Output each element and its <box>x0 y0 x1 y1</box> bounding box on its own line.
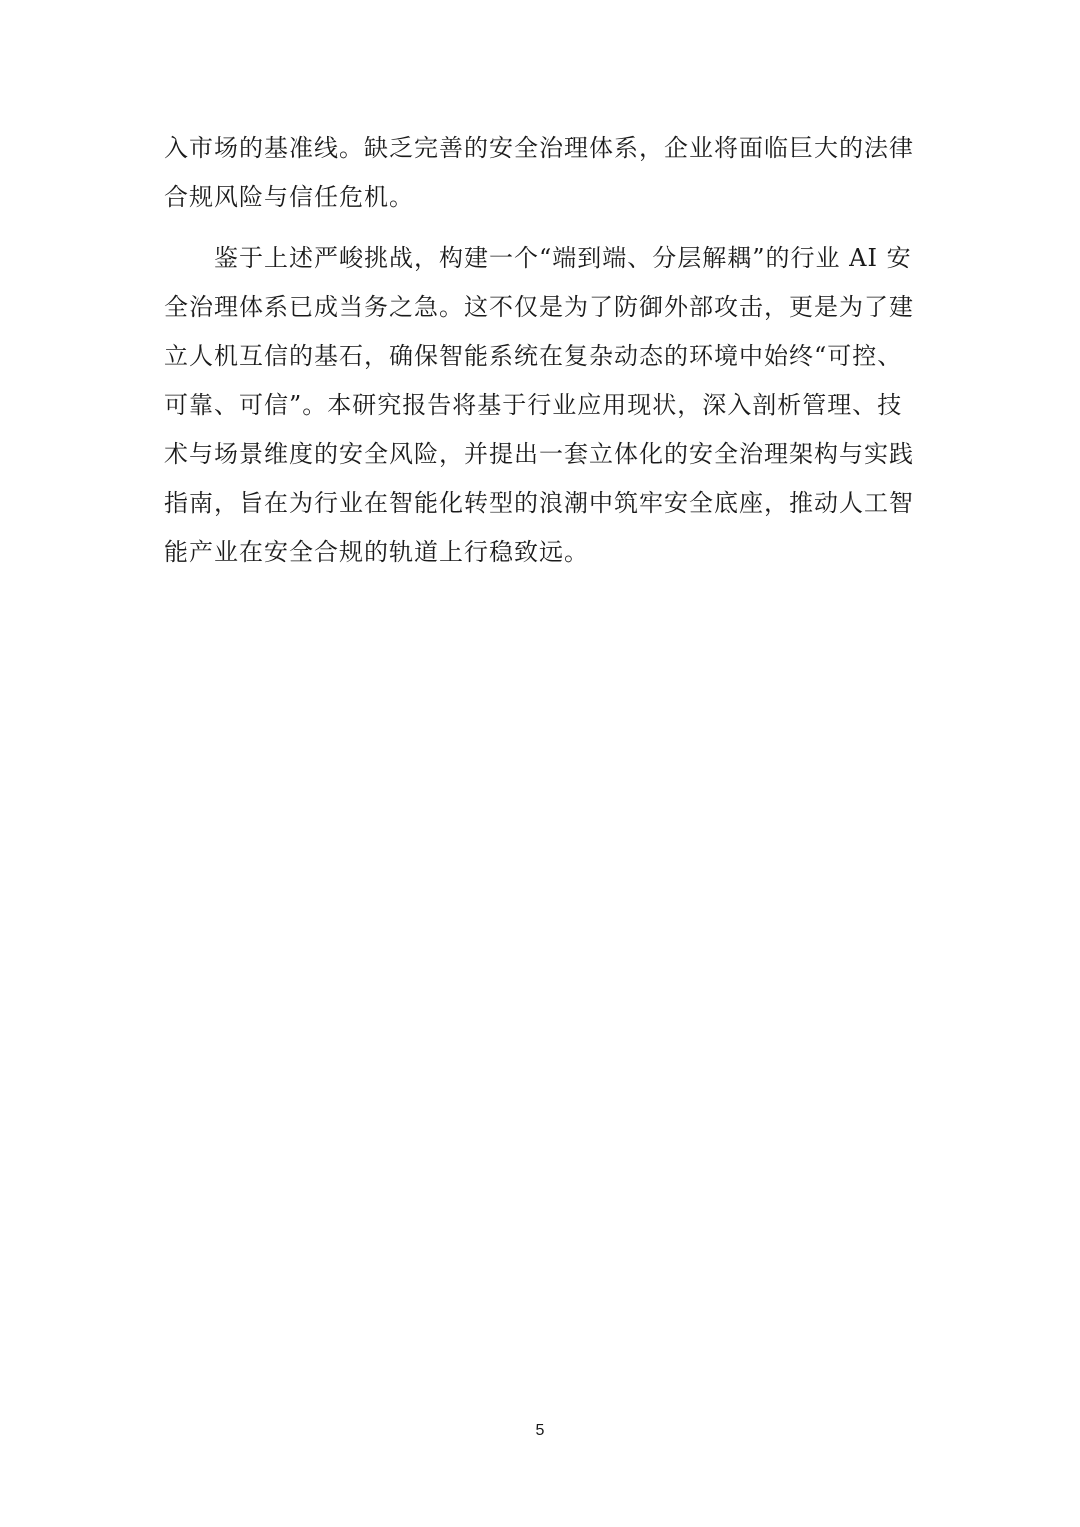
text-line: 指南，旨在为行业在智能化转型的浪潮中筑牢安全底座，推动人工智 <box>164 489 914 517</box>
text-line: 合规风险与信任危机。 <box>164 183 414 211</box>
text-line: 全治理体系已成当务之急。这不仅是为了防御外部攻击，更是为了建 <box>164 293 914 321</box>
text-line: 鉴于上述严峻挑战，构建一个“端到端、分层解耦”的行业 AI 安 <box>214 244 912 272</box>
text-line: 术与场景维度的安全风险，并提出一套立体化的安全治理架构与实践 <box>164 440 914 468</box>
text-line: 立人机互信的基石，确保智能系统在复杂动态的环境中始终“可控、 <box>164 342 903 370</box>
text-line: 可靠、可信”。本研究报告将基于行业应用现状，深入剖析管理、技 <box>164 391 903 419</box>
document-body <box>164 124 920 577</box>
text-line: 能产业在安全合规的轨道上行稳致远。 <box>164 538 589 566</box>
page-number: 5 <box>535 1422 545 1439</box>
paragraph-2 <box>164 234 920 577</box>
paragraph-1 <box>164 124 920 222</box>
text-line: 入市场的基准线。缺乏完善的安全治理体系，企业将面临巨大的法律 <box>164 134 914 162</box>
